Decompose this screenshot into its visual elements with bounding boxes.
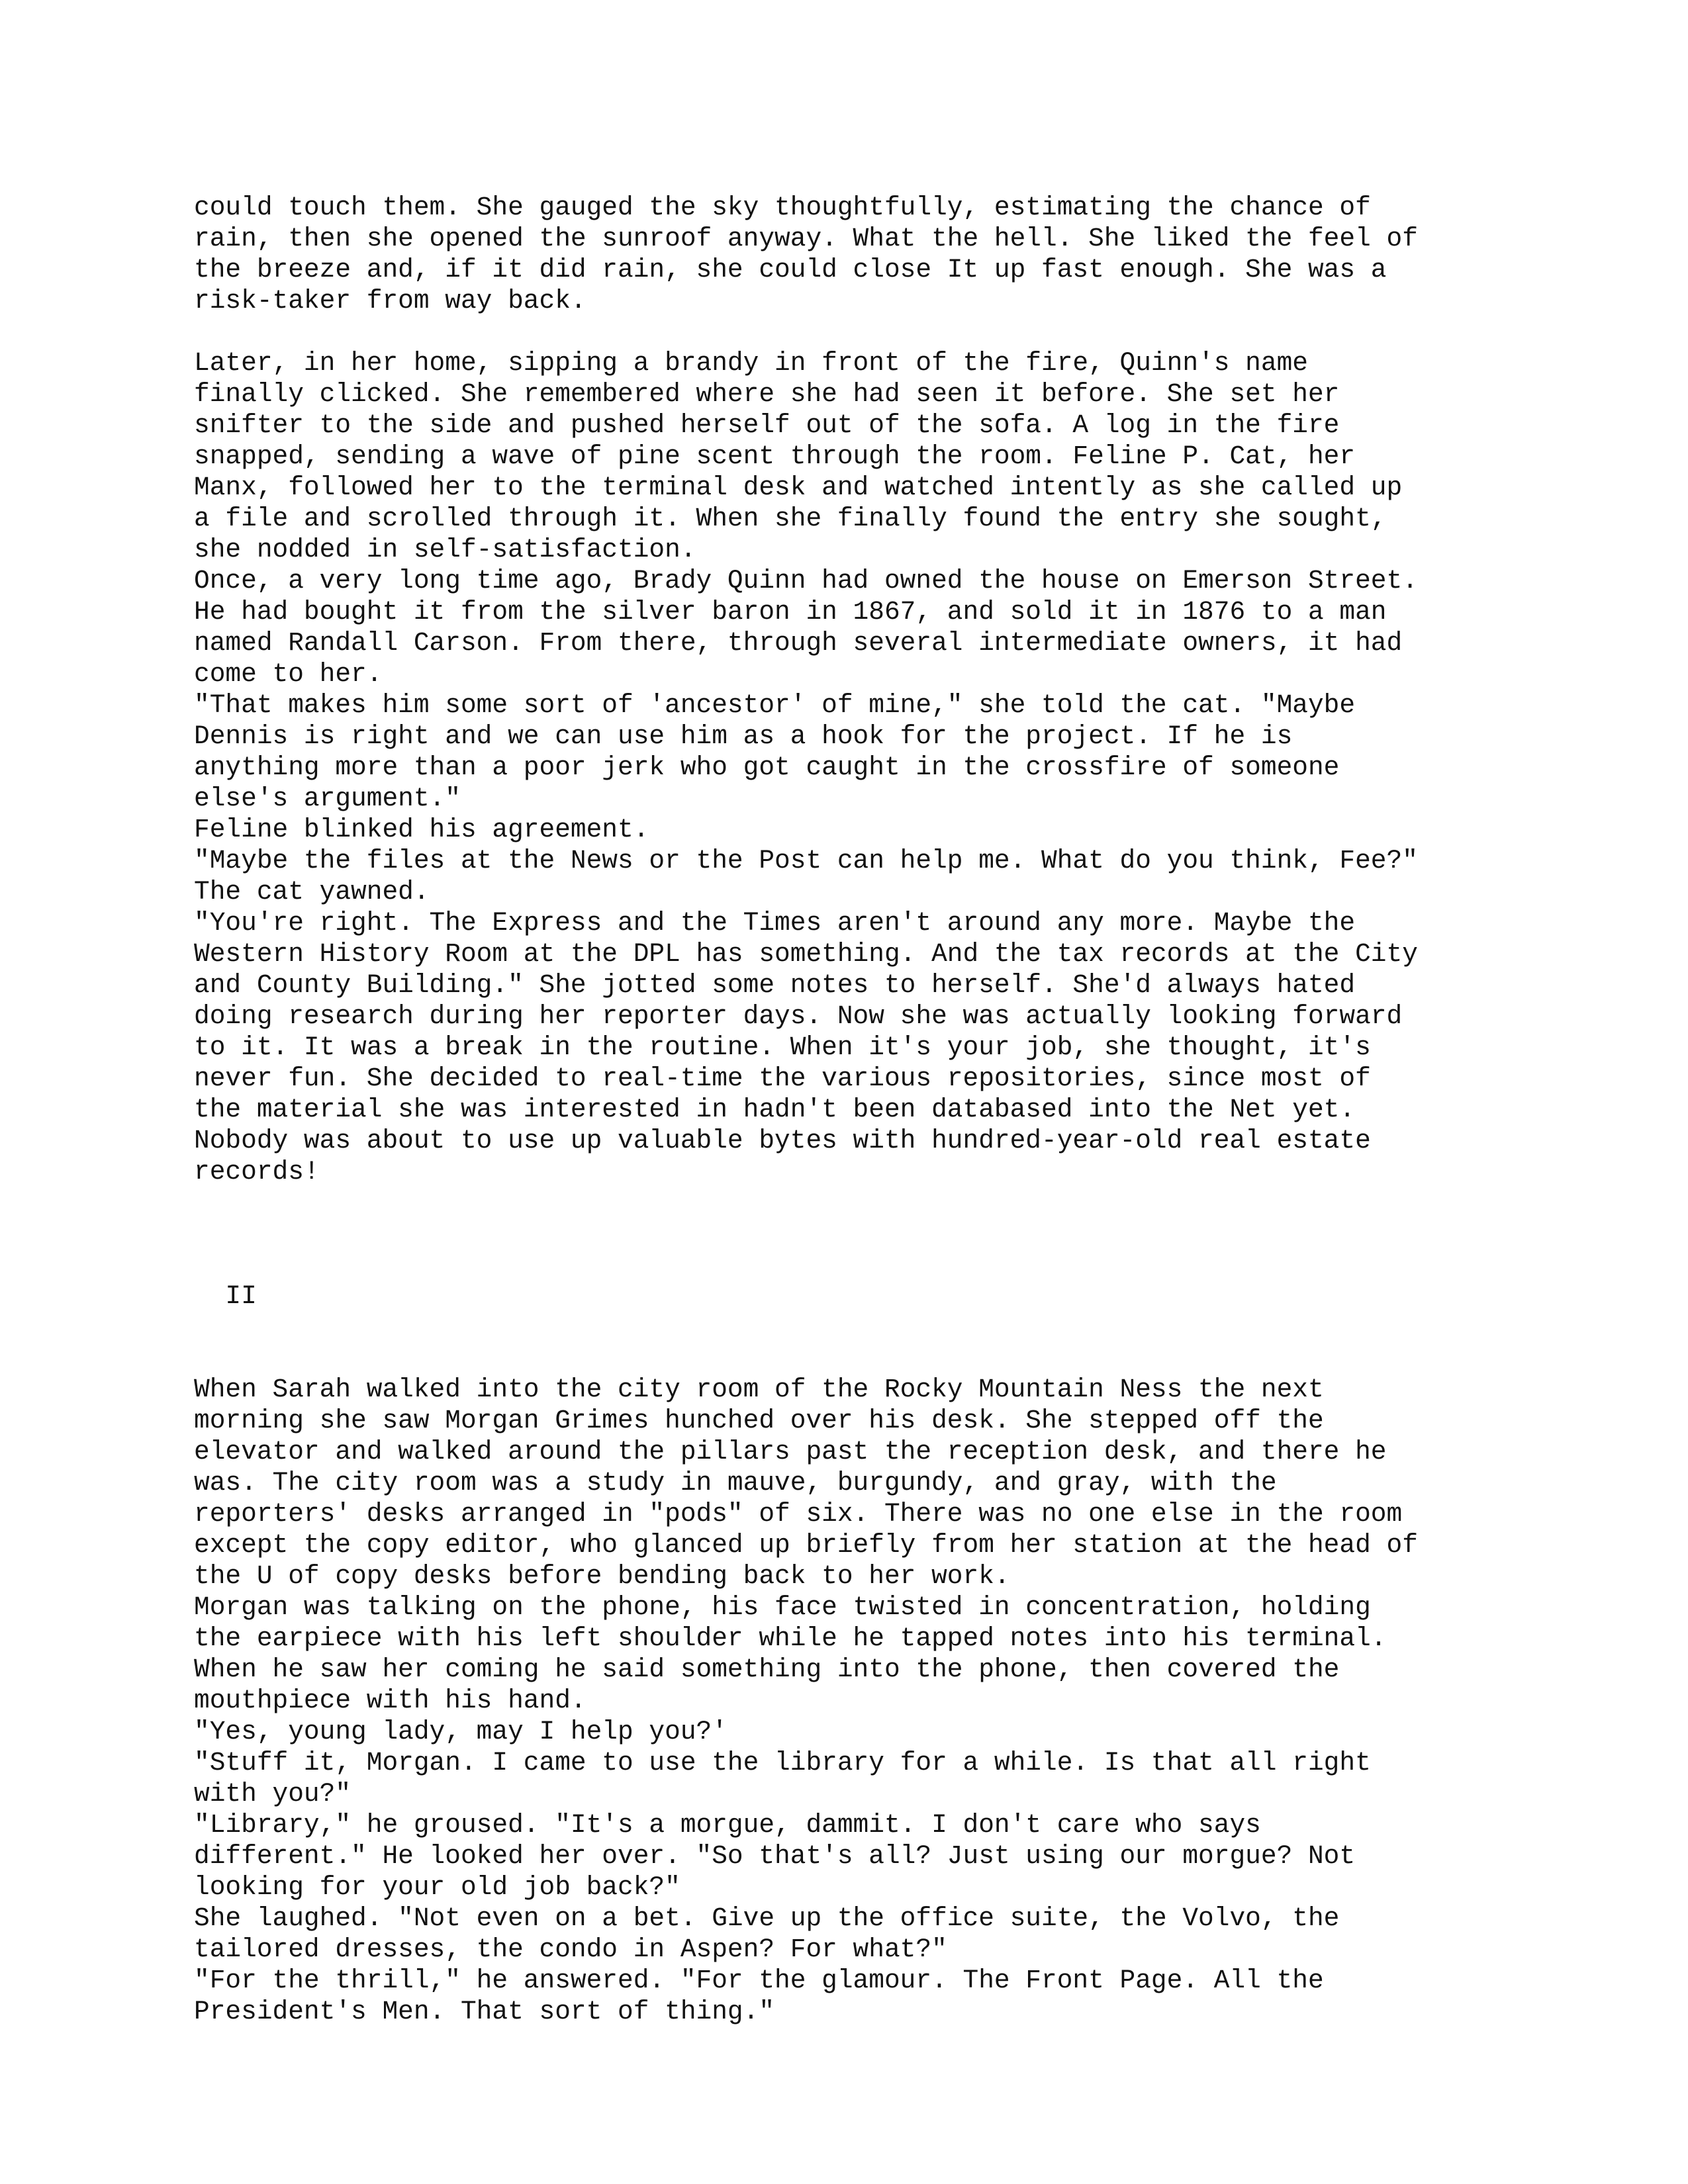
text-line: "Yes, young lady, may I help you?' xyxy=(194,1717,727,1747)
text-line: could touch them. She gauged the sky thoughtfully, estimating the chance of xyxy=(194,193,1371,222)
text-line: and County Building." She jotted some notes to herself. She'd always hated xyxy=(194,970,1356,1000)
text-line xyxy=(194,1312,1518,1343)
text-line: Manx, followed her to the terminal desk and watched intently as she called up xyxy=(194,473,1403,502)
text-line: looking for your old job back?" xyxy=(194,1872,680,1902)
text-line: Western History Room at the DPL has something. And the tax records at the City xyxy=(194,939,1418,969)
text-line: the U of copy desks before bending back to her work. xyxy=(194,1561,1010,1591)
text-line: Dennis is right and we can use him as a hook for the project. If he is xyxy=(194,721,1293,751)
text-line: "Library," he groused. "It's a morgue, dammit. I don't care who says xyxy=(194,1810,1261,1840)
text-line: a file and scrolled through it. When she finally found the entry she sought, xyxy=(194,504,1387,533)
text-line: She laughed. "Not even on a bet. Give up the office suite, the Volvo, the xyxy=(194,1903,1340,1933)
text-line: come to her. xyxy=(194,659,383,689)
text-line xyxy=(194,1343,1518,1374)
text-line: morning she saw Morgan Grimes hunched over his desk. She stepped off the xyxy=(194,1406,1324,1435)
text-line: Feline blinked his agreement. xyxy=(194,815,649,844)
text-line: President's Men. That sort of thing." xyxy=(194,1997,775,2026)
text-line: records! xyxy=(194,1157,320,1187)
text-line xyxy=(194,1187,1518,1218)
text-line: finally clicked. She remembered where she had seen it before. She set her xyxy=(194,379,1340,409)
text-line: the breeze and, if it did rain, she could close It up fast enough. She was a xyxy=(194,255,1387,285)
text-line: rain, then she opened the sunroof anyway. What the hell. She liked the feel of xyxy=(194,224,1418,253)
text-line: mouthpiece with his hand. xyxy=(194,1686,586,1715)
text-line: Nobody was about to use up valuable bytes with hundred-year-old real estate xyxy=(194,1126,1371,1156)
text-line: never fun. She decided to real-time the various repositories, since most of xyxy=(194,1064,1371,1093)
manuscript-text xyxy=(194,192,1518,2027)
text-line: anything more than a poor jerk who got caught in the crossfire of someone xyxy=(194,752,1340,782)
text-line: Later, in her home, sipping a brandy in front of the fire, Quinn's name xyxy=(194,348,1308,378)
text-line: "Maybe the files at the News or the Post can help me. What do you think, Fee?" xyxy=(194,846,1418,876)
text-line xyxy=(194,1218,1518,1250)
text-line: with you?" xyxy=(194,1779,352,1809)
text-line: she nodded in self-satisfaction. xyxy=(194,535,696,565)
text-line: snapped, sending a wave of pine scent through the room. Feline P. Cat, her xyxy=(194,441,1356,471)
text-line: "Stuff it, Morgan. I came to use the library for a while. Is that all right xyxy=(194,1748,1371,1778)
text-line: doing research during her reporter days. Now she was actually looking forward xyxy=(194,1001,1403,1031)
text-line xyxy=(194,1250,1518,1281)
text-line: Once, a very long time ago, Brady Quinn had owned the house on Emerson Street. xyxy=(194,566,1418,596)
text-line xyxy=(194,316,1518,347)
text-line: was. The city room was a study in mauve, burgundy, and gray, with the xyxy=(194,1468,1277,1498)
text-line: reporters' desks arranged in "pods" of six. There was no one else in the room xyxy=(194,1499,1403,1529)
text-line: He had bought it from the silver baron in 1867, and sold it in 1876 to a man xyxy=(194,597,1387,627)
text-line: snifter to the side and pushed herself out of the sofa. A log in the fire xyxy=(194,410,1340,440)
text-line: II xyxy=(194,1281,257,1311)
text-line: elevator and walked around the pillars past the reception desk, and there he xyxy=(194,1437,1387,1467)
text-line: to it. It was a break in the routine. When it's your job, she thought, it's xyxy=(194,1032,1371,1062)
text-line: "That makes him some sort of 'ancestor' of mine," she told the cat. "Maybe xyxy=(194,690,1356,720)
text-line: else's argument." xyxy=(194,784,461,813)
text-line: The cat yawned. xyxy=(194,877,430,907)
text-line: "For the thrill," he answered. "For the glamour. The Front Page. All the xyxy=(194,1966,1324,1995)
text-line: the material she was interested in hadn't been databased into the Net yet. xyxy=(194,1095,1356,1124)
text-line: except the copy editor, who glanced up briefly from her station at the head of xyxy=(194,1530,1418,1560)
text-line: Morgan was talking on the phone, his face twisted in concentration, holding xyxy=(194,1592,1371,1622)
text-line: tailored dresses, the condo in Aspen? For what?" xyxy=(194,1934,947,1964)
text-line: When Sarah walked into the city room of the Rocky Mountain Ness the next xyxy=(194,1375,1324,1404)
text-line: different." He looked her over. "So that's all? Just using our morgue? Not xyxy=(194,1841,1356,1871)
text-line: the earpiece with his left shoulder while he tapped notes into his terminal. xyxy=(194,1623,1387,1653)
text-line: risk-taker from way back. xyxy=(194,286,586,316)
text-line: "You're right. The Express and the Times aren't around any more. Maybe the xyxy=(194,908,1356,938)
text-line: named Randall Carson. From there, through several intermediate owners, it had xyxy=(194,628,1403,658)
text-line: When he saw her coming he said something into the phone, then covered the xyxy=(194,1655,1340,1684)
